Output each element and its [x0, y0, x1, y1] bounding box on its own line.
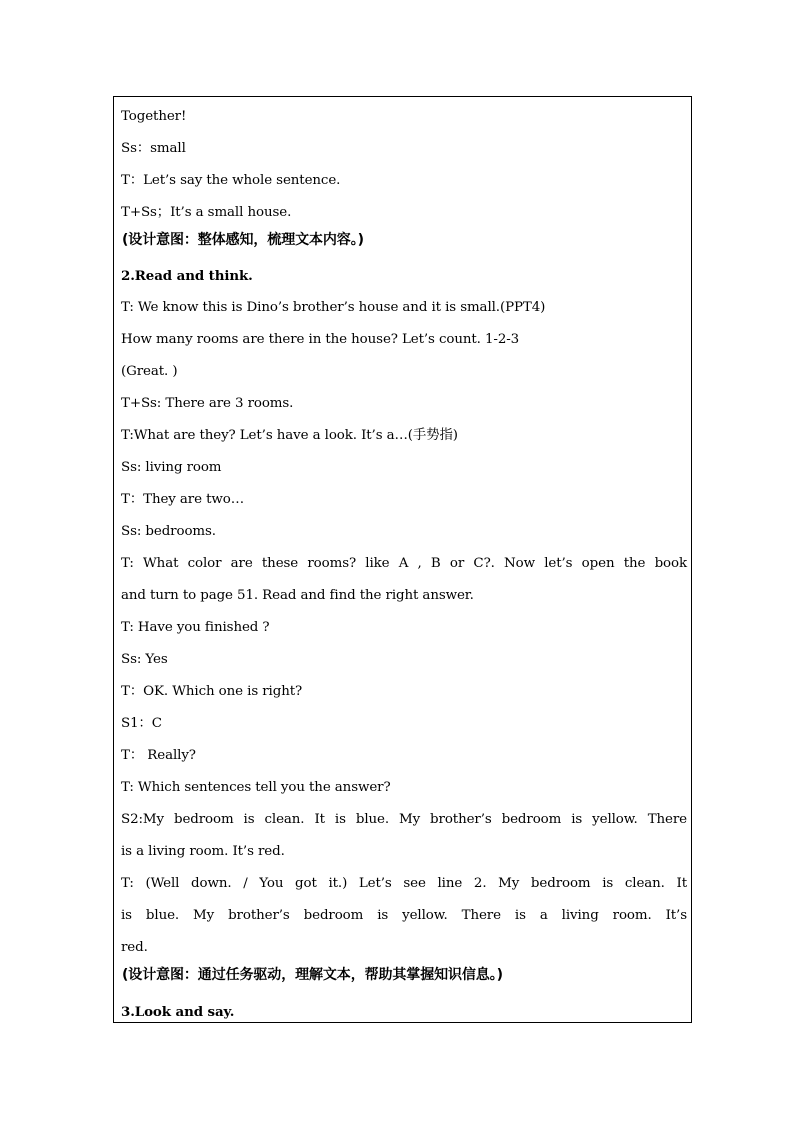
section-heading: 2.Read and think. [121, 268, 253, 284]
dialogue-line: S1：C [121, 716, 162, 731]
dialogue-line: T+Ss；It’s a small house. [121, 205, 292, 220]
dialogue-line: T: (Well down. / You got it.) Let’s see line 2. My bedroom is clean. It [121, 876, 687, 891]
section-heading: 3.Look and say. [121, 1004, 235, 1020]
dialogue-line: T:What are they? Let’s have a look. It’s a…(手势指) [121, 428, 458, 443]
dialogue-line: T：They are two… [121, 492, 244, 507]
dialogue-line: Together! [121, 109, 187, 124]
dialogue-line: red. [121, 940, 148, 955]
dialogue-line: T: What color are these rooms? like A , B or C?. Now let’s open the book [121, 556, 687, 571]
dialogue-line: T：OK. Which one is right? [121, 684, 303, 699]
design-intent-note: (设计意图：通过任务驱动，理解文本，帮助其掌握知识信息。) [122, 967, 503, 983]
dialogue-line: Ss: Yes [121, 652, 168, 667]
dialogue-line: T: We know this is Dino’s brother’s house and it is small.(PPT4) [121, 300, 546, 315]
design-intent-note: (设计意图：整体感知，梳理文本内容。) [122, 232, 364, 248]
dialogue-line: is blue. My brother’s bedroom is yellow. There is a living room. It’s [121, 908, 687, 923]
dialogue-line: T: Which sentences tell you the answer? [121, 780, 391, 795]
dialogue-line: Ss：small [121, 141, 186, 156]
dialogue-line: T+Ss: There are 3 rooms. [121, 396, 294, 411]
lesson-table-cell [113, 96, 692, 1023]
dialogue-line: S2:My bedroom is clean. It is blue. My brother’s bedroom is yellow. There [121, 812, 687, 827]
dialogue-line: T： Really? [121, 748, 196, 763]
dialogue-line: How many rooms are there in the house? Let’s count. 1-2-3 [121, 332, 520, 347]
dialogue-line: T: Have you finished ? [121, 620, 270, 635]
dialogue-line: and turn to page 51. Read and find the right answer. [121, 588, 474, 603]
dialogue-line: T：Let’s say the whole sentence. [121, 173, 341, 188]
dialogue-line: is a living room. It’s red. [121, 844, 285, 859]
dialogue-line: Ss: bedrooms. [121, 524, 216, 539]
dialogue-line: (Great. ) [121, 364, 178, 379]
dialogue-line: Ss: living room [121, 460, 222, 475]
